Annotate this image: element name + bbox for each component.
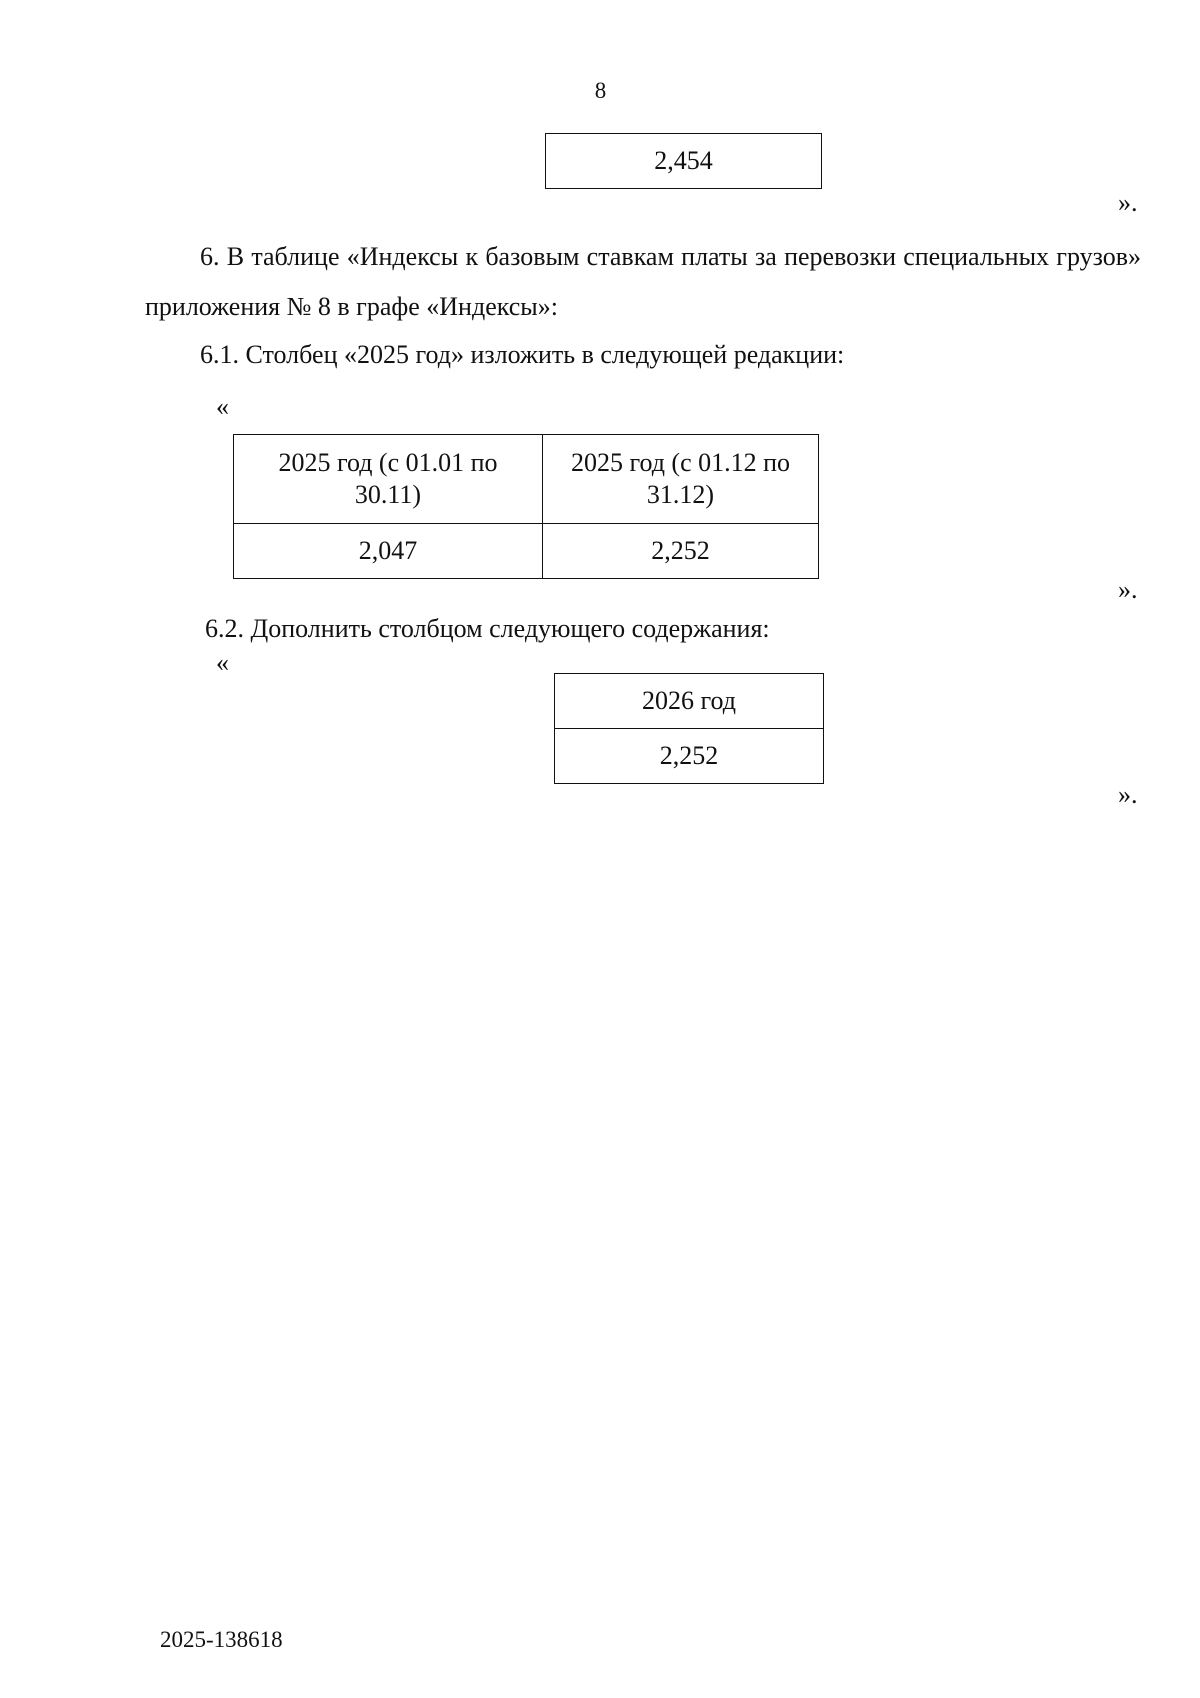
table-header-cell-2: 2025 год (с 01.12 по 31.12): [543, 435, 819, 524]
table-2026-column: [554, 673, 824, 784]
table-header-cell: 2026 год: [555, 674, 824, 729]
opening-quote-1: «: [216, 392, 229, 421]
document-id: 2025-138618: [160, 1627, 283, 1652]
table-2025-columns: [233, 434, 819, 579]
closing-quote-1: ».: [1118, 188, 1138, 217]
section-6-2-paragraph: 6.2. Дополнить столбцом следующего содержания:: [205, 614, 770, 643]
section-6-1-paragraph: 6.1. Столбец «2025 год» изложить в следующей редакции:: [200, 340, 845, 369]
table-header-cell-1: 2025 год (с 01.01 по 30.11): [234, 435, 543, 524]
table-value-cell: 2,252: [555, 729, 824, 784]
table-value-row: [555, 729, 824, 784]
closing-quote-3: ».: [1118, 780, 1138, 809]
section-6-paragraph: 6. В таблице «Индексы к базовым ставкам платы за перевозки специальных грузов» приложения № 8 в графе «Индексы»:: [145, 242, 1141, 321]
page-number: 8: [594, 78, 607, 103]
closing-quote-2: ».: [1118, 575, 1138, 604]
table-header-row: [555, 674, 824, 729]
table-value-cell-1: 2,047: [234, 524, 543, 579]
table-header-row: [234, 435, 819, 524]
table-value-row: [234, 524, 819, 579]
top-value-box: 2,454: [545, 133, 822, 189]
table-value-cell-2: 2,252: [543, 524, 819, 579]
opening-quote-2: «: [216, 648, 229, 677]
